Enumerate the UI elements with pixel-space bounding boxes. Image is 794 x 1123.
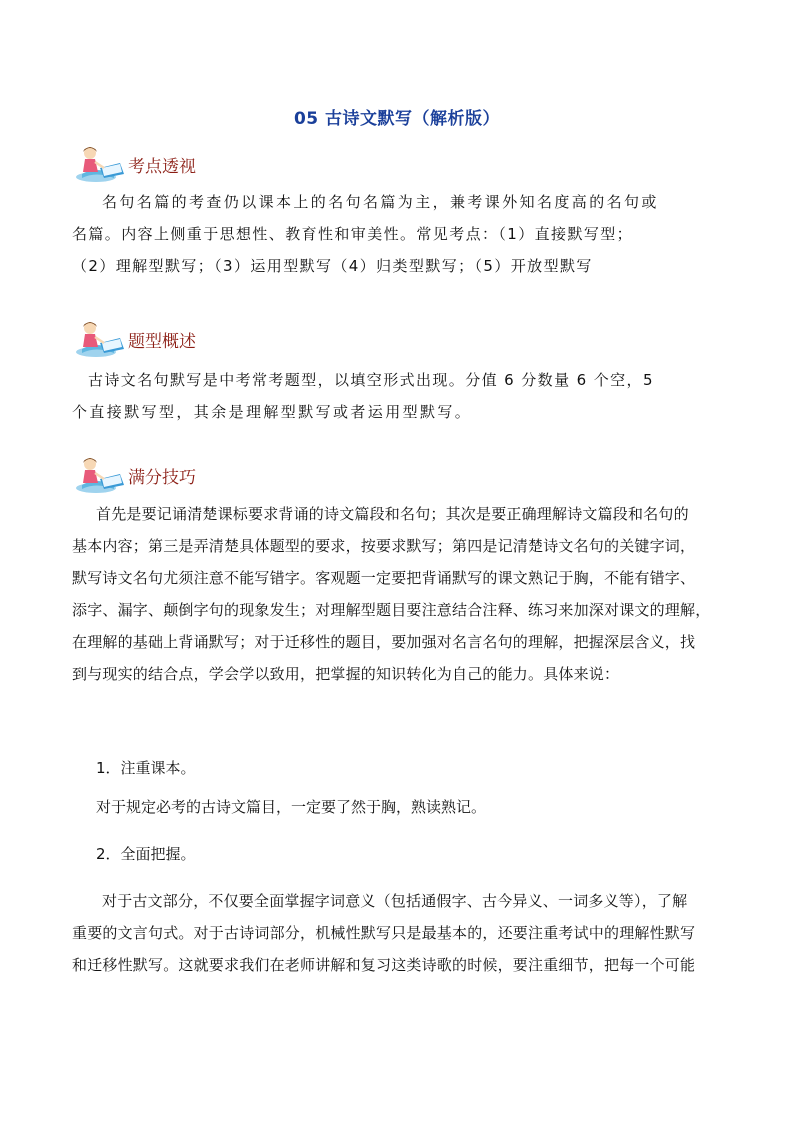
paragraph-line: 个直接默写型，其余是理解型默写或者运用型默写。 bbox=[72, 403, 473, 421]
list-item-heading: 1．注重课本。 bbox=[96, 759, 196, 777]
reading-girl-icon bbox=[74, 144, 132, 184]
reading-girl-icon bbox=[74, 455, 132, 495]
paragraph-line: 在理解的基础上背诵默写；对于迁移性的题目，要加强对名言名句的理解，把握深层含义，找 bbox=[72, 633, 696, 651]
reading-girl-icon bbox=[74, 319, 132, 359]
paragraph-line: 默写诗文名句尤须注意不能写错字。客观题一定要把背诵默写的课文熟记于胸，不能有错字、 bbox=[72, 569, 696, 587]
paragraph-line: 基本内容；第三是弄清楚具体题型的要求，按要求默写；第四是记清楚诗文名句的关键字词， bbox=[72, 537, 696, 555]
paragraph-line: 添字、漏字、颠倒字句的现象发生；对理解型题目要注意结合注释、练习来加深对课文的理解， bbox=[72, 601, 711, 619]
section-body-kaodian bbox=[72, 186, 722, 282]
paragraph-line: 对于规定必考的古诗文篇目，一定要了然于胸，熟读熟记。 bbox=[96, 798, 487, 816]
section-heading-label: 考点透视 bbox=[128, 157, 196, 177]
list-item-heading: 2．全面把握。 bbox=[96, 845, 196, 863]
paragraph-line: 和迁移性默写。这就要求我们在老师讲解和复习这类诗歌的时候，要注重细节，把每一个可能 bbox=[72, 956, 696, 974]
section-heading-tixing bbox=[74, 319, 374, 359]
list-item-quanmian-bawo bbox=[72, 838, 722, 870]
list-item-quanmian-body bbox=[72, 885, 722, 981]
paragraph-line: 名句名篇的考查仍以课本上的名句名篇为主，兼考课外知名度高的名句或 bbox=[102, 193, 659, 211]
paragraph-line: 古诗文名句默写是中考常考题型，以填空形式出现。分值 6 分数量 6 个空，5 bbox=[88, 371, 654, 389]
section-heading-label: 题型概述 bbox=[128, 332, 196, 352]
section-body-manfen bbox=[72, 498, 722, 690]
paragraph-line: （2）理解型默写；（3）运用型默写（4）归类型默写；（5）开放型默写 bbox=[72, 257, 593, 275]
paragraph-line: 重要的文言句式。对于古诗词部分，机械性默写只是最基本的，还要注重考试中的理解性默写 bbox=[72, 924, 696, 942]
paragraph-line: 对于古文部分，不仅要全面掌握字词意义（包括通假字、古今异义、一词多义等），了解 bbox=[102, 892, 688, 910]
list-item-zhongshi-keben bbox=[72, 752, 722, 823]
section-heading-label: 满分技巧 bbox=[128, 468, 196, 488]
section-body-tixing bbox=[72, 364, 722, 428]
section-heading-kaodian bbox=[74, 144, 374, 184]
paragraph-line: 首先是要记诵清楚课标要求背诵的诗文篇段和名句；其次是要正确理解诗文篇段和名句的 bbox=[96, 505, 689, 523]
paragraph-line: 到与现实的结合点，学会学以致用，把掌握的知识转化为自己的能力。具体来说： bbox=[72, 665, 620, 683]
section-heading-manfen bbox=[74, 455, 374, 495]
paragraph-line: 名篇。内容上侧重于思想性、教育性和审美性。常见考点：（1）直接默写型； bbox=[72, 225, 634, 243]
document-title: 05 古诗文默写（解析版） bbox=[293, 109, 501, 129]
